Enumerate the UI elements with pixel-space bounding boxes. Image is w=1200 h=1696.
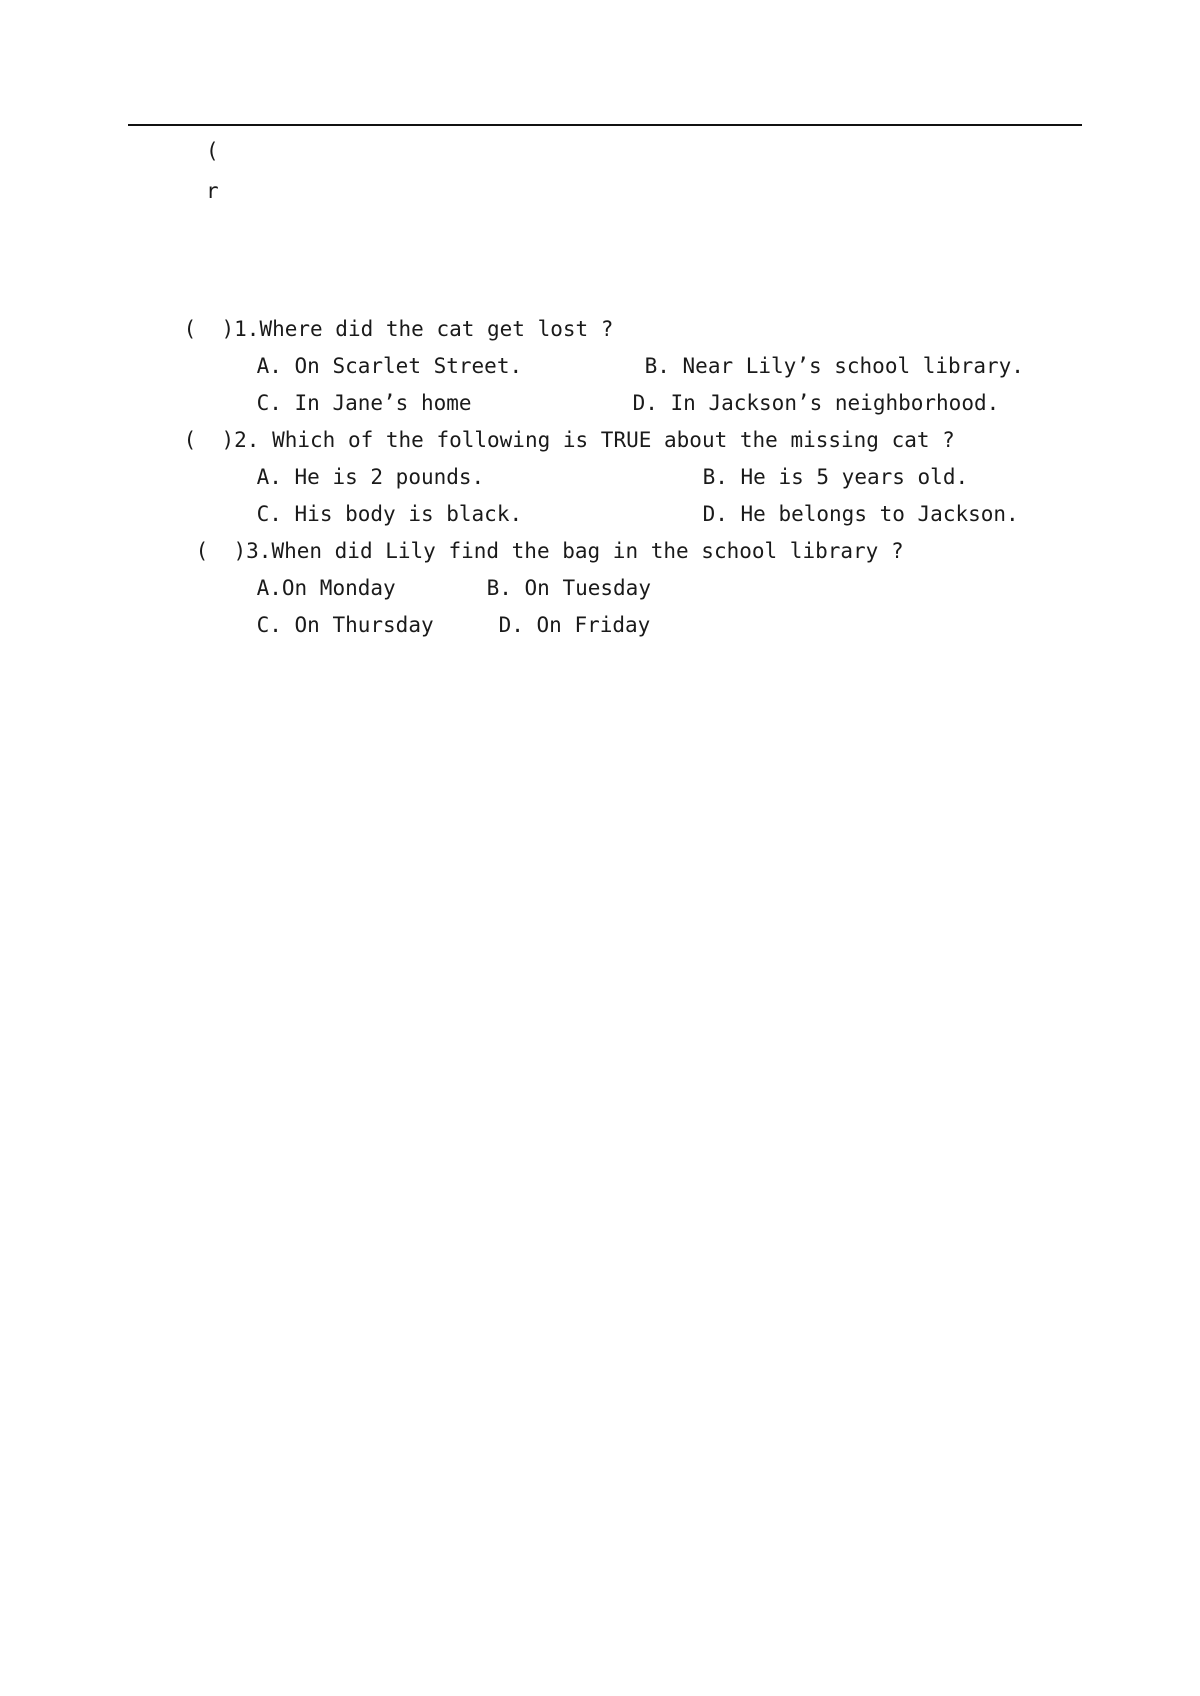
q1-option-c: C. In Jane’s home	[256, 391, 472, 415]
header-rule	[128, 124, 1082, 126]
fragment-letter: r	[206, 179, 219, 203]
q3-option-c: C. On Thursday	[256, 613, 434, 637]
fragment-paren: (	[206, 139, 219, 163]
q3-option-b: B. On Tuesday	[486, 576, 651, 600]
q1-option-a: A. On Scarlet Street.	[256, 354, 523, 378]
q1-option-b: B. Near Lily’s school library.	[644, 354, 1024, 378]
q2-option-c: C. His body is black.	[256, 502, 523, 526]
q1-option-d: D. In Jackson’s neighborhood.	[632, 391, 1000, 415]
q3-option-a: A.On Monday	[256, 576, 396, 600]
q2-option-a: A. He is 2 pounds.	[256, 465, 485, 489]
q2-option-d: D. He belongs to Jackson.	[702, 502, 1019, 526]
q2-option-b: B. He is 5 years old.	[702, 465, 969, 489]
answer-bracket[interactable]: ( )	[195, 539, 247, 563]
answer-bracket[interactable]: ( )	[183, 428, 235, 452]
q3-option-d: D. On Friday	[498, 613, 651, 637]
answer-bracket[interactable]: ( )	[183, 317, 235, 341]
question-text: 1.Where did the cat get lost ?	[234, 317, 614, 341]
question-text: 2. Which of the following is TRUE about the missing cat ?	[234, 428, 955, 452]
question-text: 3.When did Lily find the bag in the school library ?	[246, 539, 904, 563]
